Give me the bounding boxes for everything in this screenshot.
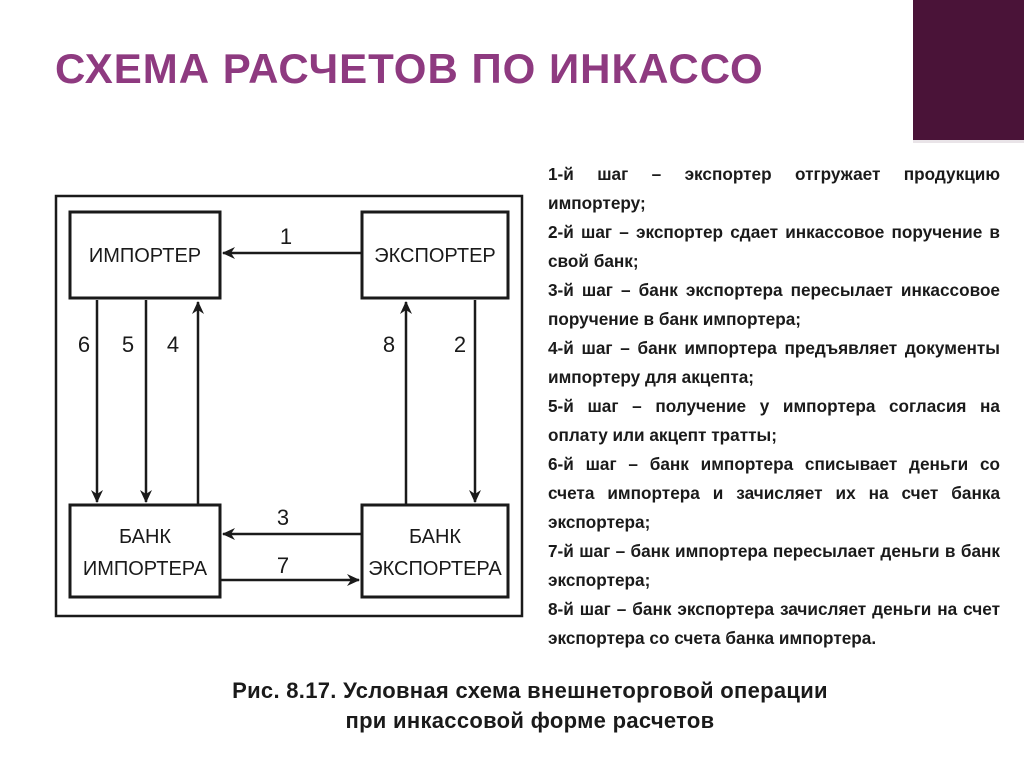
- step-item: 3-й шаг – банк экспортера пересылает инкассовое поручение в банк импортера;: [548, 280, 1000, 329]
- step-item: 6-й шаг – банк импортера списывает деньги со счета импортера и зачисляет их на счет банка экспортера;: [548, 454, 1000, 532]
- exporter-label: ЭКСПОРТЕР: [374, 245, 496, 267]
- importer-bank-label-line2: ИМПОРТЕРА: [82, 558, 208, 580]
- slide-title: СХЕМА РАСЧЕТОВ ПО ИНКАССО: [55, 45, 764, 92]
- importer-label: ИМПОРТЕР: [88, 245, 202, 267]
- caption-line-1: Рис. 8.17. Условная схема внешнеторговой операции: [232, 678, 828, 703]
- step-item: 4-й шаг – банк импортера предъявляет документы импортеру для акцепта;: [548, 338, 1000, 387]
- arrow-8-label: 8: [382, 332, 396, 357]
- importer-bank-box: [70, 505, 220, 597]
- step-item: 5-й шаг – получение у импортера согласия на оплату или акцепт тратты;: [548, 396, 1000, 445]
- arrow-7-label: 7: [276, 553, 290, 578]
- arrow-1-label: 1: [279, 224, 293, 249]
- caption-line-2: при инкассовой форме расчетов: [345, 708, 715, 733]
- exporter-box: [362, 212, 508, 298]
- step-item: 7-й шаг – банк импортера пересылает деньги в банк экспортера;: [548, 541, 1000, 590]
- steps-list: [548, 160, 1000, 653]
- exporter-bank-label-line1: БАНК: [408, 526, 462, 548]
- importer-box: [70, 212, 220, 298]
- arrow-4-label: 4: [166, 332, 180, 357]
- step-item: 8-й шаг – банк экспортера зачисляет деньги на счет экспортера со счета банка импортера.: [548, 599, 1000, 648]
- arrow-3-label: 3: [276, 505, 290, 530]
- arrow-2-label: 2: [453, 332, 467, 357]
- exporter-bank-label-line2: ЭКСПОРТЕРА: [368, 558, 502, 580]
- step-item: 1-й шаг – экспортер отгружает продукцию импортеру;: [548, 164, 1000, 213]
- exporter-bank-box: [362, 505, 508, 597]
- importer-bank-label-line1: БАНК: [118, 526, 172, 548]
- step-item: 2-й шаг – экспортер сдает инкассовое поручение в свой банк;: [548, 222, 1000, 271]
- figure-caption: [180, 676, 880, 736]
- arrow-5-label: 5: [121, 332, 135, 357]
- arrow-6-label: 6: [77, 332, 91, 357]
